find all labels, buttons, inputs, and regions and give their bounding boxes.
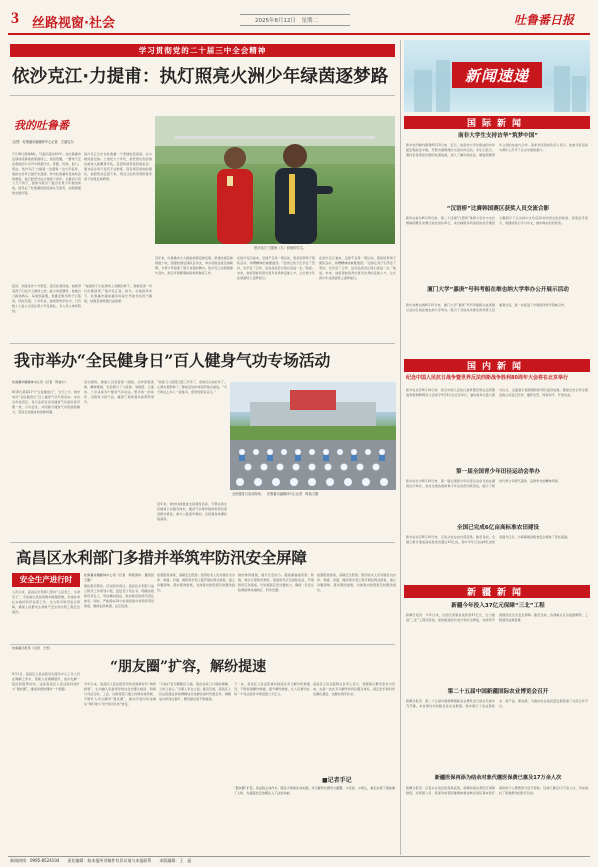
story3-headline: 高昌区水利部门多措并举筑牢防汛安全屏障: [16, 548, 307, 567]
story3-body-d: 做好物资储备，提升应急能力。提前储备编织袋、铁锹、救生衣等防汛物资，组建防汛应急抢险队伍，开展防汛应急演练，切实提高应急处置能力，确保一旦发生险情能够快速响应、科学处置。: [238, 573, 314, 592]
story4-body-b: 今年以来，高昌区人民法院坚持和发展新时代“枫桥经验”，主动融入党委领导的社会治理大格局，积极与司法行政、工会、妇联等部门建立诉调对接机制，不断扩大多元解纷“朋友圈”，推动矛盾纠纷化解从“单打独斗”向“协同共治”转变。: [84, 682, 156, 706]
dom-3-body: 新华社北京8月10日电 记者从农业农村部获悉，截至目前，全国已累计建成高标准农田超过10亿亩，其中今年已完成6亿亩改造提升任务，为保障国家粮食安全提供了坚实基础。: [406, 535, 571, 544]
story4-body-c: “以前打官司要跑好几趟，现在在家门口就能调解，又快又省心。”当事人李女士说。截至目前，高昌区人民法院通过诉前调解成功化解各类纠纷数百件，调解成功率同比提升，群众满意度不断提高。: [159, 682, 231, 701]
xj-3-headline: 新疆医保再添为结余对象代缴医保费已惠及17万余人次: [434, 775, 562, 781]
story4-body-a: 8月1日，高昌区人民法院诉讼服务中心工作人员在调解工作中，借助人民调解组织，成功化解一起民间借贷纠纷。这是高昌区人民法院持续扩大“朋友圈”，推进诉源治理的一个缩影。: [12, 672, 80, 691]
story1-body-c: 起初，训练条件十分艰苦，没有标准场地，他就带着孩子们在沙土操场上练；缺少训练器材，他就自己掏钱购买。每到寒暑假，他都会组织孩子们集训，风雨无阻。十多年来，他培养的学生中，已有数十人进入自治区青少年足球队，多人考入体育院校。: [12, 284, 81, 313]
dom-3-headline: 全国已完成6亿亩高标准农田建设: [456, 525, 540, 531]
intl-header: 国际新闻: [404, 116, 590, 129]
dom-1-headline: 纪念中国人民抗日战争暨世界反法西斯战争胜利80周年大会将在北京举行: [406, 375, 568, 381]
dom-2-body: 新华社长沙8月10日电 第一届全国青少年田径运动会日前在湖南长沙举办，来自全国各地的青少年运动员同场竞技，展示了新时代青少年朝气蓬勃、奋勇争先的精神风貌。: [406, 479, 561, 488]
intl-2-headline: “汉语桥”比赛韩国赛区获奖人员交流合影: [446, 206, 550, 212]
masthead: [0, 0, 598, 40]
dom-1-body: 新华社北京8月10日电 纪念中国人民抗日战争暨世界反法西斯战争胜利80周年大会将于9月3日在北京举行，届时将举行盛大阅兵仪式，全面展示我国国防和军队建设成就，激励全党全军全国各族人民铭记历史、缅怀先烈、珍爱和平、开创未来。: [406, 388, 588, 397]
story1-photo: [155, 116, 395, 244]
intl-3-headline: 厦门大学“嘉庚”号科考船在维也纳大学举办公开展示活动: [427, 287, 569, 293]
story2-byline: 吐鲁番市融媒体中心讯（记者 阿迪力）: [12, 380, 68, 384]
section-title: 丝路视窗·社会: [32, 16, 115, 31]
story1-header-art: [14, 114, 94, 134]
brief-banner: [404, 40, 590, 112]
story4-body-d: 下一步，高昌区人民法院将持续深化多元解纷机制建设，不断拓展解纷渠道，提升解纷效能，让人民群众在每一个司法案件中感受到公平正义。: [234, 682, 310, 696]
story1-caption: 依沙克江·力提甫（右）和他的学生。: [253, 246, 306, 250]
group-exercise-illustration: [230, 382, 396, 490]
story1-body-f: 在依沙克江看来，足球不仅是一项运动，更是培养孩子团队意识、拼搏精神的重要途径。“足球让孩子们学会了坚持，也学会了合作，这些品质会让他们受益一生。”他说。未来，他希望能培养出更多优秀的足球人才，让火洲少年在绿茵场上逐梦前行。: [237, 256, 315, 280]
story1-body-g: 在依沙克江看来，足球不仅是一项运动，更是培养孩子团队意识、拼搏精神的重要途径。“足球让孩子们学会了坚持，也学会了合作，这些品质会让他们受益一生。”他说。未来，他希望能培养出更多优秀的足球人才，让火洲少年在绿茵场上逐梦前行。: [319, 256, 396, 280]
page-number: 3: [11, 10, 19, 27]
story1-byline: 文/图 吐鲁番市融媒体中心记者 古丽扎尔: [12, 140, 74, 144]
footer-text: 新闻热线：0995-8524104 责任编辑：如本报所刊稿件有异议请与本报联系 本版编辑：王 晶: [10, 858, 192, 863]
story2-body-b: 活动现场，参演人员身着统一服装，动作舒展流畅，精神饱满，先后展示了八段锦、易筋经、五禽戏、六字诀等多个健身气功功法。整齐划一的动作、沉稳有力的气息，赢得了现场观众的阵阵掌声。: [84, 380, 154, 404]
story4-signature: ■记者手记: [322, 777, 352, 784]
intl-1-headline: 南非大学生支持访华“筑梦中国”: [457, 133, 539, 139]
brief-title: 新闻速递: [464, 66, 529, 85]
story3-bottom-rule: [10, 644, 395, 645]
story1-header-art-text: 我的吐鲁番: [14, 119, 69, 132]
story3-body-c: 加强隐患排查，消除安全隐患。组织技术人员对辖区内水库、渠道、河道、堤防等水利工程开展拉网式排查，建立问题清单，落实整改措施，对排查出的隐患及时整改到位。: [157, 573, 235, 592]
xj-3-body: 新疆日报讯 记者从自治区医保局获悉，新疆持续完善医疗保障制度，对特困人员、低保对象等困难群体参加城乡居民基本医疗保险的个人缴费部分给予资助，目前已惠及17万余人次，切实减轻了困难群众的医疗负担。: [406, 786, 588, 795]
story1-body-e: 近年来，吐鲁番市大力推进校园足球发展，新建改建足球场数十块，组建校园足球队百余支，举办各级各类足球联赛，为青少年搭建了展示自我的舞台。依沙克江也积极参与其中，担任多项赛事的裁判和教练工作。: [155, 256, 233, 275]
story2-body-c: “我练习八段锦已经三年多了，身体比以前好多了，心情也更舒畅了。”参加活动的市民阿依古丽说，“今天和这么多人一起练功，感觉特别有意义。”: [157, 380, 227, 394]
story4-quote: “朋友圈”扩容，是法院主动作为、服务大局的生动实践。多元解纷让群众少跑腿、少花钱、少烦心，真正实现了案结事了人和，为基层社会治理注入了法治动能。: [234, 786, 395, 795]
story1-body-d: “看到孩子们在球场上奔跑的样子，我就觉得一切付出都值得。”依沙克江说。如今，在他的带动下，吐鲁番市越来越多的家长开始支持孩子踢球，校园足球氛围日益浓厚。: [84, 284, 152, 303]
coach-and-player-illustration: [155, 116, 395, 244]
intl-2-body: 新华社首尔8月10日电 第二十四届“汉语桥”世界大学生中文比赛韩国赛区决赛日前在首尔举行，来自韩国多所高校的选手围绕主题展示了扎实的中文功底和对中国文化的热爱。获奖选手表示，将继续努力学习中文，做中韩友好的使者。: [406, 216, 588, 225]
dom-2-headline: 第一届全国青少年田径运动会举办: [456, 469, 540, 475]
story2-body-a: 8月8日是第17个“全民健身日”，当天上午，我市举办“全民健身日”百人健身气功专场活动。来自全市各县区、各行业的百余名健身气功爱好者齐聚一堂，以功会友，共同展示健身气功的独特魅力，营造全民健身的浓厚氛围。: [12, 390, 80, 414]
story1-body-a: 7月16日傍晚6时，气温仍超过40℃。在吐鲁番市足球训练基地的绿茵场上，热浪蒸腾，一群孩子正在教练的口令声中挥洒汗水，奔跑、传球、射门。场边，依沙克江·力提甫一边观察一边大声指导，他的衣衫早已被汗水浸透。作为吐鲁番市足球协会的教练，他已经坚守这片球场十余年。从最初只有十几个孩子，到如今吸引了数百名青少年参加训练，他见证了吐鲁番校园足球从无到有、由弱到强的发展历程。: [12, 152, 81, 196]
story2-photo: [230, 382, 396, 490]
xj-1-headline: 新疆今年投入37亿元保障“三北”工程: [451, 603, 545, 609]
story2-body-d: 近年来，我市持续推进全民健身活动，不断完善全民健身公共服务体系，健身气功等传统体育项目深受群众喜爱，参与人数逐年增加，全民健身热潮持续高涨。: [157, 502, 227, 521]
column-banner: 学习贯彻党的二十届三中全会精神: [10, 44, 395, 57]
date-line: 2025年8月12日 星期二: [255, 18, 318, 24]
story1-headline: 依沙克江·力提甫：执灯照亮火洲少年绿茵逐梦路: [12, 67, 389, 87]
domestic-header: 国内新闻: [404, 359, 590, 372]
story3-tag: 安全生产进行时: [12, 573, 80, 587]
story1-body-b: 依沙克江出生在吐鲁番一个普通农民家庭，从小就热爱足球。上世纪九十年代，他凭借出色的球技被选入新疆青年队，后因伤病退役回到家乡。面对家乡孩子没有专业教练、没有规范场地的现状，他毅然决定留下来，用自己的所学帮助更多孩子实现足球梦想。: [84, 152, 152, 181]
story1-headline-rule: [10, 95, 395, 96]
story3-byline: 吐鲁番市融媒体中心讯（记者 阿依努尔 通讯员 王刚）: [84, 573, 158, 582]
xj-1-body: 新疆日报讯 今年以来，自治区统筹各类资金37亿元，全力推进“三北”工程攻坚战，加快推进防沙治沙和生态修复，持续筑牢我国西北生态安全屏障。截至目前，各项重点任务进展顺利，工程建设成效显著。: [406, 613, 588, 622]
xinjiang-header: 新疆新闻: [404, 585, 590, 598]
story2-headline: 我市举办“全民健身日”百人健身气功专场活动: [14, 351, 331, 370]
story3-body-b: 强化组织领导，压实防汛责任。高昌区水利部门成立防汛工作领导小组，层层签订责任书，明确各级防汛责任人，形成横向到边、纵向到底的防汛责任体系。同时，严格落实24小时值班值守和领导带班制度，确保信息畅通、反应迅速。: [84, 584, 154, 608]
brief-title-box: [452, 62, 542, 88]
xj-2-body: 新疆日报讯 第二十五届中国新疆国际农业博览会日前在乌鲁木齐开幕，来自国内外的数百家企业参展，集中展示了农业新技术、新产品、新成果，为推动农业高质量发展搭建了交流合作平台。: [406, 699, 588, 708]
story2-caption: 全民健身日活动现场。 吐鲁番市融媒体中心记者 阿迪力摄: [232, 492, 319, 496]
story2-bottom-rule: [10, 542, 395, 543]
xj-2-headline: 第二十五届中国新疆国际农业博览会召开: [447, 689, 549, 695]
footer-rule: [8, 856, 590, 857]
story3-body-a: 入汛以来，高昌区水利部门坚持“人民至上、生命至上”，牢固树立底线思维和极限思维，多措并举扎实做好防汛各项工作，全力筑牢防汛安全屏障，确保人民群众生命财产安全和水利工程安全度汛。: [12, 590, 80, 614]
story4-headline: “朋友圈”扩容，解纷提速: [110, 659, 267, 675]
story3-body-e: 加强隐患排查，消除安全隐患。组织技术人员对辖区内水库、渠道、河道、堤防等水利工程开展拉网式排查，建立问题清单，落实整改措施，对排查出的隐患及时整改到位。: [317, 573, 396, 592]
story4-byline: 吐鲁番日报讯（记者 王雪）: [12, 646, 53, 650]
intl-3-body: 新华社维也纳8月10日电 厦门大学“嘉庚”号科考船相关成果展示活动日前在维也纳大学举办，吸引了当地众多师生和科研人员参观交流，进一步促进了中奥海洋科学领域合作。: [406, 303, 568, 312]
story4-body-e: 高昌区人民法院相关负责人表示，将继续以群众需求为导向，完善一站式多元解纷和诉讼服务体系，真正把矛盾纠纷化解在基层、化解在萌芽状态。: [313, 682, 395, 696]
right-column-divider: [400, 40, 401, 855]
story1-bottom-rule: [10, 343, 395, 344]
intl-1-body: 新华社约翰内斯堡8月10日电 近日，由南非大学生组成的访华团启程前往中国，开展为期两周的交流访问活动。学生们表示，期待亲身感受中国的发展成就，深入了解中国文化，增进两国青年之间的友谊与合作。南非多所高校负责人表示，此类交流活动为青年人打开了认识中国的窗口。: [406, 143, 588, 157]
newspaper-logo: 吐鲁番日报: [514, 13, 575, 27]
masthead-rule: [8, 33, 590, 35]
